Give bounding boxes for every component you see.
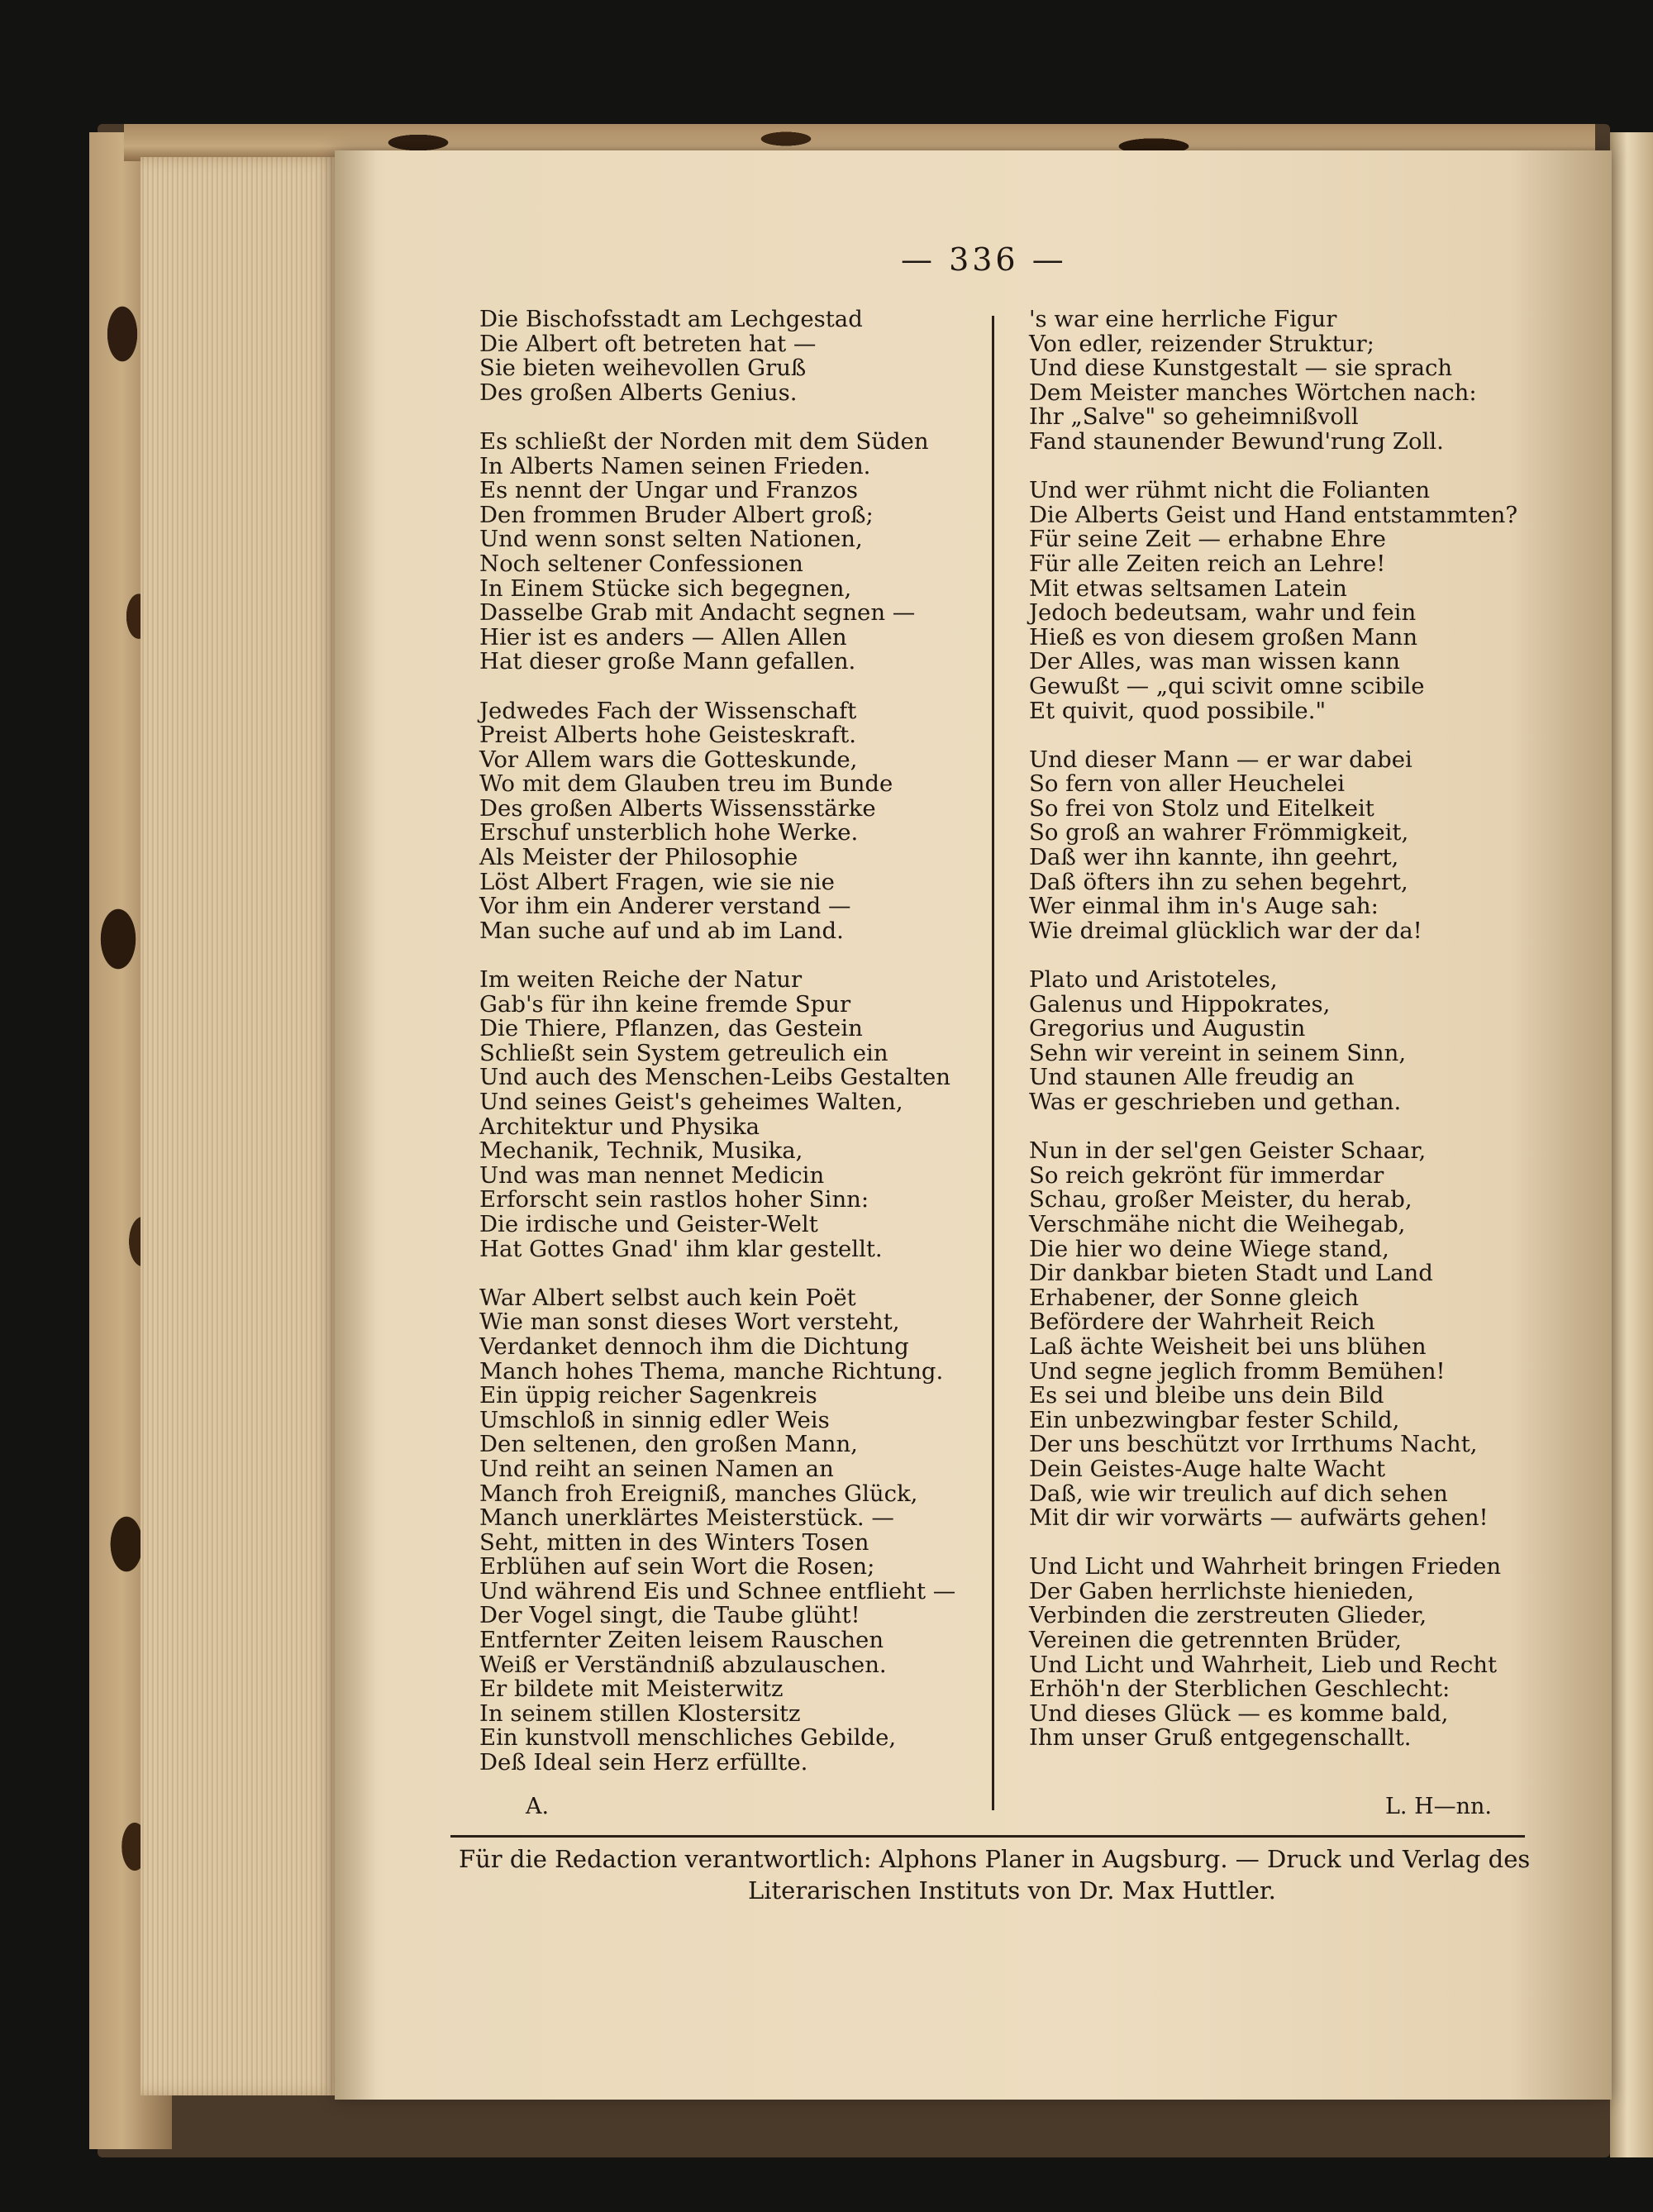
- poem-line: Ein üppig reicher Sagenkreis: [479, 1382, 817, 1409]
- poem-line: In Alberts Namen seinen Frieden.: [479, 452, 871, 479]
- poem-line: Nun in der sel'gen Geister Schaar,: [1029, 1137, 1427, 1165]
- signature-right: L. H—nn.: [1385, 1794, 1493, 1819]
- poem-line: Und diese Kunstgestalt — sie sprach: [1029, 355, 1453, 382]
- poem-line: Entfernter Zeiten leisem Rauschen: [479, 1627, 884, 1654]
- poem-line: Löst Albert Fragen, wie sie nie: [479, 868, 835, 895]
- poem-line: Vor ihm ein Anderer verstand —: [479, 893, 851, 920]
- poem-line: So groß an wahrer Frömmigkeit,: [1029, 819, 1409, 846]
- footer-rule: [450, 1835, 1525, 1838]
- facing-page-edge: [1610, 132, 1653, 2157]
- poem-line: Und was man nennet Medicin: [479, 1161, 825, 1189]
- poem-line: Es nennt der Ungar und Franzos: [479, 477, 858, 504]
- poem-line: Vor Allem wars die Gotteskunde,: [479, 746, 858, 773]
- column-divider: [992, 316, 994, 1810]
- poem-line: Man suche auf und ab im Land.: [479, 917, 844, 944]
- poem-column-right: [1029, 307, 1517, 1776]
- poem-line: Erblühen auf sein Wort die Rosen;: [479, 1553, 875, 1580]
- poem-line: Dein Geistes-Auge halte Wacht: [1029, 1455, 1386, 1482]
- poem-line: 's war eine herrliche Figur: [1029, 306, 1337, 332]
- poem-line: Manch hohes Thema, manche Richtung.: [479, 1357, 944, 1385]
- poem-stanza: [1029, 479, 1517, 723]
- poem-line: Preist Alberts hohe Geisteskraft.: [479, 722, 856, 749]
- poem-line: Den seltenen, den großen Mann,: [479, 1431, 858, 1458]
- poem-line: Hat Gottes Gnad' ihm klar gestellt.: [479, 1235, 883, 1262]
- poem-line: Und Licht und Wahrheit, Lieb und Recht: [1029, 1651, 1497, 1678]
- poem-line: Wo mit dem Glauben treu im Bunde: [479, 770, 893, 798]
- poem-line: Der Gaben herrlichste hienieden,: [1029, 1577, 1414, 1604]
- poem-line: Erschuf unsterblich hohe Werke.: [479, 819, 859, 846]
- poem-line: Und wer rühmt nicht die Folianten: [1029, 477, 1431, 504]
- poem-line: Die Thiere, Pflanzen, das Gestein: [479, 1015, 863, 1042]
- poem-stanza: [1029, 307, 1517, 455]
- poem-line: Es sei und bleibe uns dein Bild: [1029, 1382, 1384, 1409]
- poem-line: Es schließt der Norden mit dem Süden: [479, 427, 929, 455]
- poem-line: Deß Ideal sein Herz erfüllte.: [479, 1749, 808, 1776]
- poem-line: Die Bischofsstadt am Lechgestad: [479, 306, 863, 332]
- poem-column-left: [479, 307, 955, 1800]
- poem-line: Ein unbezwingbar fester Schild,: [1029, 1406, 1400, 1433]
- poem-line: Und während Eis und Schnee entflieht —: [479, 1577, 956, 1604]
- poem-line: Ihr „Salve" so geheimnißvoll: [1029, 403, 1359, 431]
- poem-line: Was er geschrieben und gethan.: [1029, 1089, 1402, 1115]
- poem-line: Wie dreimal glücklich war der da!: [1029, 917, 1422, 944]
- poem-line: So reich gekrönt für immerdar: [1029, 1161, 1384, 1189]
- poem-line: Mit etwas seltsamen Latein: [1029, 574, 1347, 602]
- poem-stanza: [1029, 1555, 1517, 1751]
- poem-stanza: [479, 307, 955, 405]
- poem-line: So frei von Stolz und Eitelkeit: [1029, 794, 1374, 822]
- poem-line: Die irdische und Geister-Welt: [479, 1210, 818, 1237]
- poem-line: Er bildete mit Meisterwitz: [479, 1676, 784, 1703]
- poem-stanza: [479, 1286, 955, 1776]
- poem-line: In Einem Stücke sich begegnen,: [479, 574, 852, 602]
- poem-line: Laß ächte Weisheit bei uns blühen: [1029, 1332, 1427, 1360]
- poem-line: Galenus und Hippokrates,: [1029, 990, 1331, 1018]
- poem-line: Und reiht an seinen Namen an: [479, 1455, 834, 1482]
- poem-line: Dir dankbar bieten Stadt und Land: [1029, 1260, 1433, 1287]
- gutter-shadow: [335, 150, 376, 2100]
- poem-line: Und dieser Mann — er war dabei: [1029, 746, 1412, 773]
- poem-line: Im weiten Reiche der Natur: [479, 966, 803, 994]
- poem-line: Gregorius und Augustin: [1029, 1015, 1306, 1042]
- poem-line: Erhöh'n der Sterblichen Geschlecht:: [1029, 1676, 1451, 1703]
- poem-line: Befördere der Wahrheit Reich: [1029, 1309, 1375, 1336]
- poem-line: Gab's für ihn keine fremde Spur: [479, 990, 851, 1018]
- poem-line: Vereinen die getrennten Brüder,: [1029, 1627, 1403, 1654]
- poem-line: Noch seltener Confessionen: [479, 550, 803, 577]
- footer-imprint-line-1: Für die Redaction verantwortlich: Alphons Planer in Augsburg. — Druck und Verlag des: [459, 1845, 1531, 1873]
- poem-line: Erforscht sein rastlos hoher Sinn:: [479, 1186, 869, 1213]
- poem-line: Hat dieser große Mann gefallen.: [479, 648, 856, 675]
- signature-left: A.: [526, 1794, 550, 1819]
- poem-line: Daß öfters ihn zu sehen begehrt,: [1029, 868, 1408, 895]
- page-stack-edge: [141, 157, 339, 2095]
- poem-line: Umschloß in sinnig edler Weis: [479, 1406, 830, 1433]
- poem-line: Die Albert oft betreten hat —: [479, 330, 817, 357]
- poem-line: Daß, wie wir treulich auf dich sehen: [1029, 1480, 1448, 1507]
- poem-line: Seht, mitten in des Winters Tosen: [479, 1528, 869, 1556]
- poem-line: Dem Meister manches Wörtchen nach:: [1029, 379, 1477, 406]
- poem-line: Weiß er Verständniß abzulauschen.: [479, 1651, 887, 1678]
- poem-line: Architektur und Physika: [479, 1113, 760, 1140]
- poem-line: Jedwedes Fach der Wissenschaft: [479, 697, 857, 724]
- poem-line: Der Alles, was man wissen kann: [1029, 648, 1401, 675]
- poem-stanza: [479, 427, 955, 675]
- page-number: — 336 —: [901, 241, 1067, 278]
- poem-line: Für alle Zeiten reich an Lehre!: [1029, 550, 1386, 577]
- poem-line: So fern von aller Heuchelei: [1029, 770, 1346, 798]
- poem-line: Des großen Alberts Wissensstärke: [479, 794, 876, 822]
- poem-stanza: [1029, 1139, 1517, 1531]
- poem-stanza: [479, 968, 955, 1261]
- poem-line: Und wenn sonst selten Nationen,: [479, 526, 863, 553]
- poem-line: Daß wer ihn kannte, ihn geehrt,: [1029, 844, 1399, 871]
- poem-line: Ihm unser Gruß entgegenschallt.: [1029, 1724, 1412, 1752]
- poem-line: Dasselbe Grab mit Andacht segnen —: [479, 599, 916, 627]
- poem-line: Und auch des Menschen-Leibs Gestalten: [479, 1064, 950, 1091]
- poem-line: Der uns beschützt vor Irrthums Nacht,: [1029, 1431, 1478, 1458]
- poem-line: Erhabener, der Sonne gleich: [1029, 1284, 1359, 1311]
- poem-line: Gewußt — „qui scivit omne scibile: [1029, 672, 1425, 699]
- poem-line: Wie man sonst dieses Wort versteht,: [479, 1309, 900, 1336]
- poem-line: Von edler, reizender Struktur;: [1029, 330, 1374, 357]
- poem-line: Et quivit, quod possibile.": [1029, 697, 1327, 724]
- poem-line: Wer einmal ihm in's Auge sah:: [1029, 893, 1379, 920]
- poem-line: Verbinden die zerstreuten Glieder,: [1029, 1602, 1427, 1629]
- poem-line: Plato und Aristoteles,: [1029, 966, 1278, 994]
- poem-line: Die hier wo deine Wiege stand,: [1029, 1235, 1389, 1262]
- poem-line: Und seines Geist's geheimes Walten,: [479, 1089, 903, 1115]
- poem-line: Manch unerklärtes Meisterstück. —: [479, 1504, 894, 1532]
- poem-line: Den frommen Bruder Albert groß;: [479, 501, 874, 528]
- poem-stanza: [479, 699, 955, 944]
- poem-line: Und Licht und Wahrheit bringen Frieden: [1029, 1553, 1502, 1580]
- poem-line: Fand staunender Bewund'rung Zoll.: [1029, 427, 1444, 455]
- poem-line: Mechanik, Technik, Musika,: [479, 1137, 803, 1165]
- poem-line: Ein kunstvoll menschliches Gebilde,: [479, 1724, 897, 1752]
- poem-stanza: [1029, 968, 1517, 1115]
- poem-line: Und staunen Alle freudig an: [1029, 1064, 1355, 1091]
- poem-line: Sehn wir vereint in seinem Sinn,: [1029, 1039, 1407, 1066]
- poem-line: Des großen Alberts Genius.: [479, 379, 798, 406]
- poem-line: Sie bieten weihevollen Gruß: [479, 355, 807, 382]
- poem-line: Hier ist es anders — Allen Allen: [479, 623, 847, 651]
- footer-imprint-line-2: Literarischen Instituts von Dr. Max Huttler.: [748, 1876, 1276, 1905]
- poem-line: Der Vogel singt, die Taube glüht!: [479, 1602, 860, 1629]
- poem-stanza: [1029, 748, 1517, 944]
- poem-line: Hieß es von diesem großen Mann: [1029, 623, 1418, 651]
- poem-line: Schau, großer Meister, du herab,: [1029, 1186, 1412, 1213]
- poem-line: Schließt sein System getreulich ein: [479, 1039, 888, 1066]
- poem-line: Als Meister der Philosophie: [479, 844, 798, 871]
- poem-line: In seinem stillen Klostersitz: [479, 1700, 801, 1727]
- poem-line: Verdanket dennoch ihm die Dichtung: [479, 1332, 909, 1360]
- poem-line: Und dieses Glück — es komme bald,: [1029, 1700, 1449, 1727]
- poem-line: Manch froh Ereigniß, manches Glück,: [479, 1480, 918, 1507]
- poem-line: Und segne jeglich fromm Bemühen!: [1029, 1357, 1446, 1385]
- poem-line: Die Alberts Geist und Hand entstammten?: [1029, 501, 1518, 528]
- poem-line: Verschmähe nicht die Weihegab,: [1029, 1210, 1406, 1237]
- poem-line: Mit dir wir vorwärts — aufwärts gehen!: [1029, 1504, 1489, 1532]
- poem-line: Für seine Zeit — erhabne Ehre: [1029, 526, 1386, 553]
- poem-line: War Albert selbst auch kein Poët: [479, 1284, 856, 1311]
- poem-line: Jedoch bedeutsam, wahr und fein: [1029, 599, 1417, 627]
